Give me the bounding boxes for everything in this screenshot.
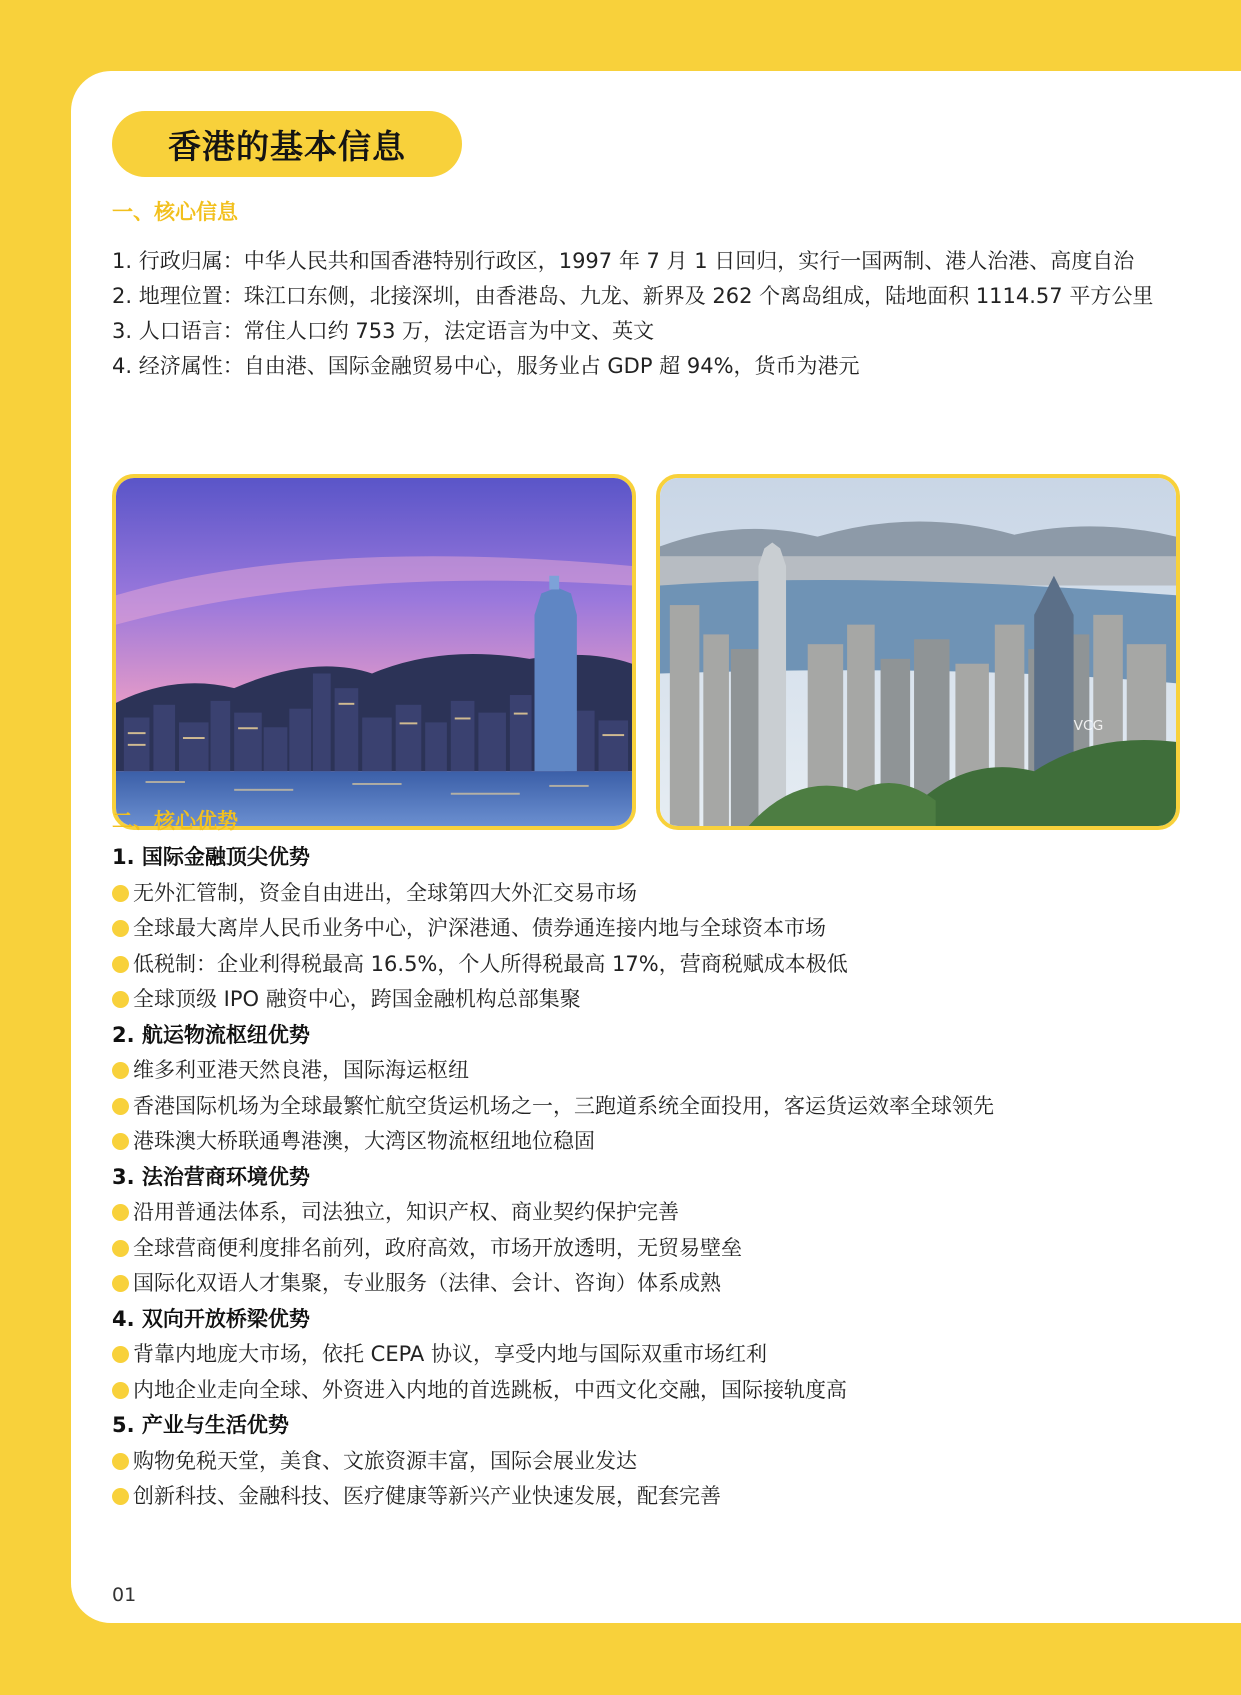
info-item: 2. 地理位置：珠江口东侧，北接深圳，由香港岛、九龙、新界及 262 个离岛组成，陆地面积 1114.57 平方公里 <box>112 284 1154 308</box>
bullet-dot-icon <box>112 1346 129 1363</box>
advantage-item: 背靠内地庞大市场，依托 CEPA 协议，享受内地与国际双重市场红利 <box>112 1337 1241 1373</box>
advantage-item: 全球营商便利度排名前列，政府高效，市场开放透明，无贸易壁垒 <box>112 1231 1241 1267</box>
page-title: 香港的基本信息 <box>112 111 462 177</box>
vcg-watermark: VCG <box>1073 718 1104 735</box>
advantage-item: 全球最大离岸人民币业务中心，沪深港通、债券通连接内地与全球资本市场 <box>112 911 1241 947</box>
bullet-dot-icon <box>112 1098 129 1115</box>
info-item: 1. 行政归属：中华人民共和国香港特别行政区，1997 年 7 月 1 日回归，实行一国两制、港人治港、高度自治 <box>112 249 1135 273</box>
advantage-item: 内地企业走向全球、外资进入内地的首选跳板，中西文化交融，国际接轨度高 <box>112 1373 1241 1409</box>
bullet-dot-icon <box>112 1133 129 1150</box>
bullet-dot-icon <box>112 920 129 937</box>
advantage-group-title: 2. 航运物流枢纽优势 <box>112 1022 310 1047</box>
info-item: 3. 人口语言：常住人口约 753 万，法定语言为中文、英文 <box>112 319 655 343</box>
advantage-item: 无外汇管制，资金自由进出，全球第四大外汇交易市场 <box>112 876 1241 912</box>
advantage-item: 香港国际机场为全球最繁忙航空货运机场之一，三跑道系统全面投用，客运货运效率全球领先 <box>112 1089 1241 1125</box>
victoria-harbour-day-photo <box>656 474 1180 830</box>
bullet-dot-icon <box>112 1488 129 1505</box>
advantage-item: 维多利亚港天然良港，国际海运枢纽 <box>112 1053 1241 1089</box>
advantage-group-title: 4. 双向开放桥梁优势 <box>112 1306 310 1331</box>
info-item: 4. 经济属性：自由港、国际金融贸易中心，服务业占 GDP 超 94%，货币为港元 <box>112 354 860 378</box>
bullet-dot-icon <box>112 1240 129 1257</box>
advantages-list <box>112 840 1241 1515</box>
advantage-group-title: 5. 产业与生活优势 <box>112 1413 289 1437</box>
bullet-dot-icon <box>112 991 129 1008</box>
bullet-dot-icon <box>112 956 129 973</box>
bullet-dot-icon <box>112 1453 129 1470</box>
advantage-group-title: 1. 国际金融顶尖优势 <box>112 845 310 869</box>
advantage-item: 全球顶级 IPO 融资中心，跨国金融机构总部集聚 <box>112 982 1241 1018</box>
section-heading-core-advantages: 二、核心优势 <box>112 809 238 833</box>
advantage-item: 购物免税天堂，美食、文旅资源丰富，国际会展业发达 <box>112 1444 1241 1480</box>
advantage-item: 沿用普通法体系，司法独立，知识产权、商业契约保护完善 <box>112 1195 1241 1231</box>
bullet-dot-icon <box>112 1275 129 1292</box>
bullet-dot-icon <box>112 1204 129 1221</box>
advantage-item: 国际化双语人才集聚，专业服务（法律、会计、咨询）体系成熟 <box>112 1266 1241 1302</box>
content-card <box>71 71 1241 1623</box>
advantage-item: 港珠澳大桥联通粤港澳，大湾区物流枢纽地位稳固 <box>112 1124 1241 1160</box>
bullet-dot-icon <box>112 1382 129 1399</box>
advantage-item: 创新科技、金融科技、医疗健康等新兴产业快速发展，配套完善 <box>112 1479 1241 1515</box>
advantage-item: 低税制：企业利得税最高 16.5%，个人所得税最高 17%，营商税赋成本极低 <box>112 947 1241 983</box>
advantage-group-title: 3. 法治营商环境优势 <box>112 1164 310 1189</box>
victoria-harbour-dusk-photo <box>112 474 636 830</box>
bullet-dot-icon <box>112 1062 129 1079</box>
core-info-list <box>112 244 1241 384</box>
section-heading-core-info: 一、核心信息 <box>112 200 238 224</box>
bullet-dot-icon <box>112 885 129 902</box>
page-number: 01 <box>112 1584 137 1606</box>
